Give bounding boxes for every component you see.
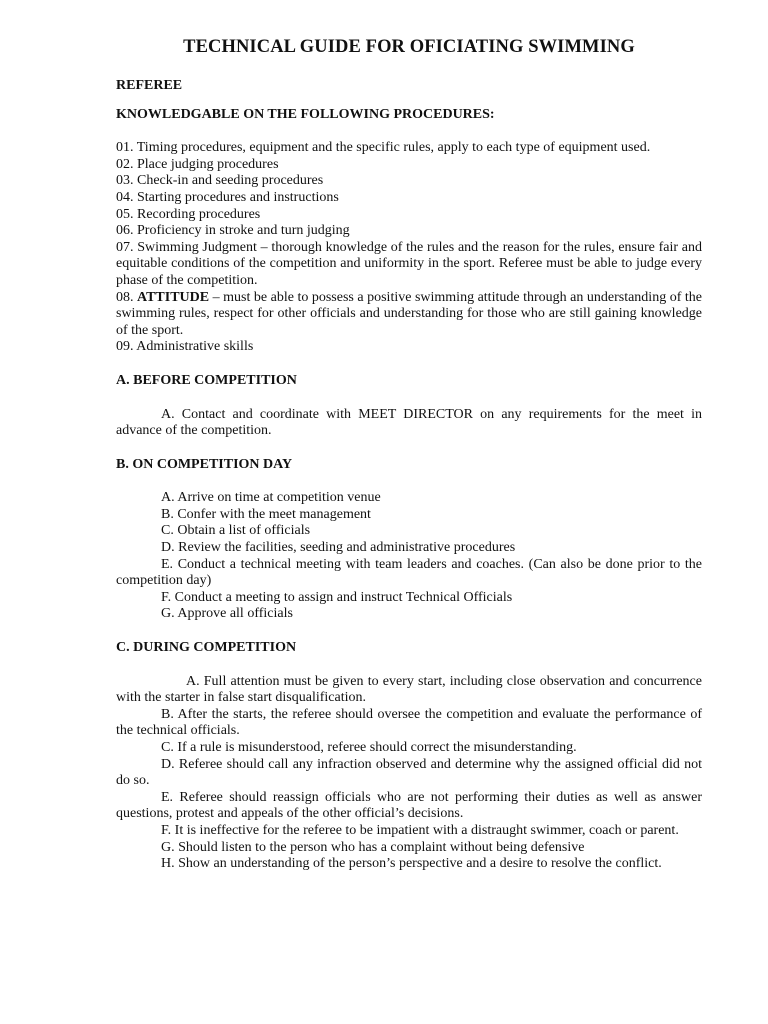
procedure-item: 07. Swimming Judgment – thorough knowledge of the rules and the reason for the rules, ensure fair and equitable conditions of the competition and uniformity in the sport. Referee must be able to judge every phase of the competition. — [116, 239, 702, 288]
list-item: E. Conduct a technical meeting with team leaders and coaches. (Can also be done prior to the competition day) — [116, 556, 702, 589]
list-item: A. Arrive on time at competition venue — [161, 490, 381, 506]
list-item: F. Conduct a meeting to assign and instruct Technical Officials — [161, 589, 513, 605]
document-page — [116, 36, 702, 873]
procedures-list — [116, 140, 702, 356]
procedure-item: 01. Timing procedures, equipment and the specific rules, apply to each type of equipment used. — [116, 140, 651, 156]
procedure-item: 04. Starting procedures and instructions — [116, 189, 339, 205]
section-heading-during: C. DURING COMPETITION — [116, 640, 297, 656]
list-item: D. Referee should call any infraction observed and determine why the assigned official did not do so. — [116, 756, 702, 789]
list-item: H. Show an understanding of the person’s perspective and a desire to resolve the conflict. — [161, 856, 662, 872]
procedure-item: 09. Administrative skills — [116, 339, 254, 355]
list-item: B. Confer with the meet management — [161, 506, 371, 522]
knowledge-heading: KNOWLEDGABLE ON THE FOLLOWING PROCEDURES: — [116, 106, 495, 122]
document-title: TECHNICAL GUIDE FOR OFICIATING SWIMMING — [183, 37, 635, 57]
list-item: B. After the starts, the referee should oversee the competition and evaluate the performance of the technical officials. — [116, 706, 702, 739]
section-heading-before: A. BEFORE COMPETITION — [116, 372, 297, 388]
referee-heading: REFEREE — [116, 78, 183, 93]
list-item: C. Obtain a list of officials — [161, 523, 311, 539]
procedure-item-attitude — [116, 290, 702, 340]
list-item: C. If a rule is misunderstood, referee should correct the misunderstanding. — [161, 740, 577, 755]
procedure-item: 02. Place judging procedures — [116, 156, 279, 172]
section-before-list — [116, 407, 702, 440]
attitude-label: ATTITUDE — [137, 289, 210, 305]
section-competition-day-list — [116, 490, 702, 623]
attitude-text: – must be able to possess a positive swimming attitude through an understanding of the swimming rules, respect for other officials and understanding for those who are still gaining knowledge of the sport. — [116, 289, 702, 338]
list-item: G. Should listen to the person who has a complaint without being defensive — [161, 839, 585, 855]
procedure-number: 08. — [116, 289, 134, 305]
list-item: G. Approve all officials — [161, 606, 293, 622]
list-item: A. Full attention must be given to every start, including close observation and concurrence with the starter in false start disqualification. — [116, 673, 702, 706]
list-item: A. Contact and coordinate with MEET DIRECTOR on any requirements for the meet in advance of the competition. — [116, 406, 702, 439]
section-during-list — [116, 674, 702, 873]
procedure-item: 03. Check-in and seeding procedures — [116, 173, 324, 189]
list-item: D. Review the facilities, seeding and administrative procedures — [161, 540, 516, 556]
section-heading-competition-day: B. ON COMPETITION DAY — [116, 456, 293, 472]
list-item: E. Referee should reassign officials who are not performing their duties as well as answer questions, protest and appeals of the other official’s decisions. — [116, 789, 702, 822]
procedure-item: 05. Recording procedures — [116, 206, 261, 222]
procedure-item: 06. Proficiency in stroke and turn judging — [116, 223, 350, 239]
list-item: F. It is ineffective for the referee to be impatient with a distraught swimmer, coach or parent. — [161, 822, 679, 838]
